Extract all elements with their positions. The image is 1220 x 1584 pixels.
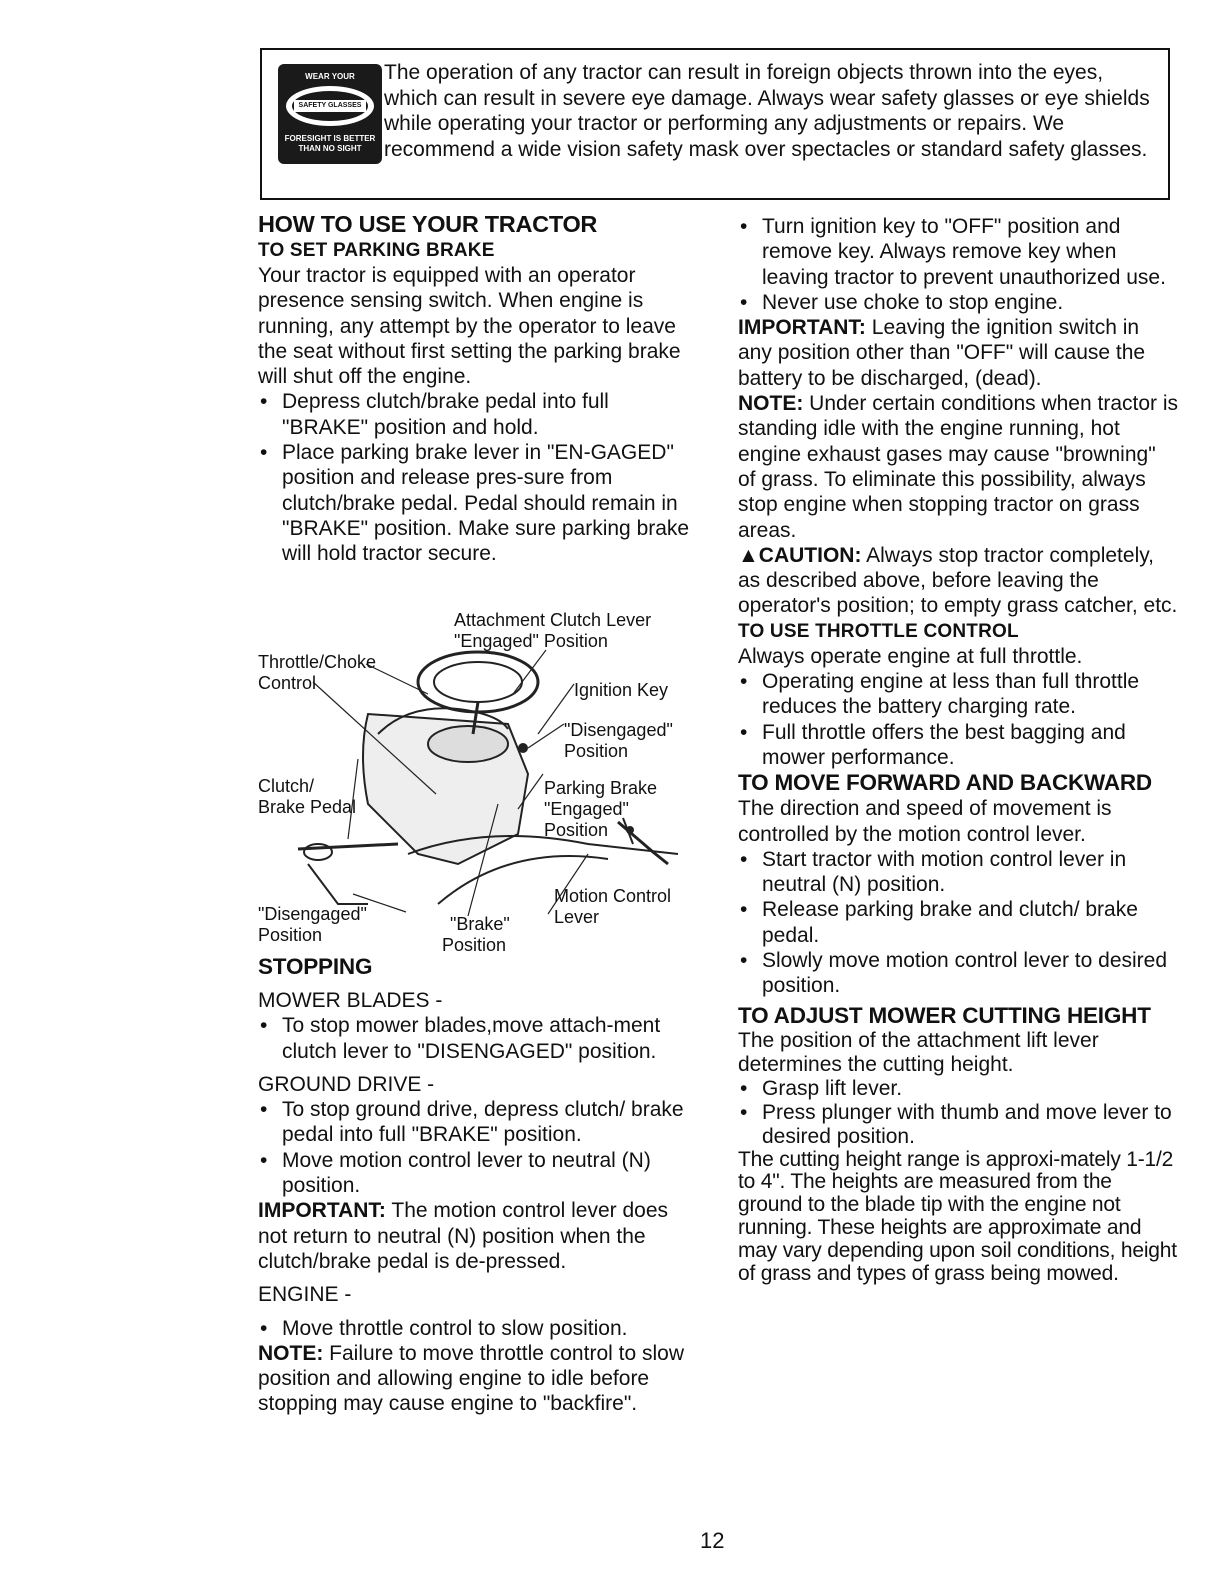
adjust-heading: TO ADJUST MOWER CUTTING HEIGHT bbox=[738, 1002, 1151, 1028]
throttle-intro: Always operate engine at full throttle. bbox=[738, 644, 1083, 668]
list-item: • Move throttle control to slow position. bbox=[258, 1316, 698, 1341]
engine-subheading: ENGINE - bbox=[258, 1283, 352, 1307]
left-column-lower bbox=[258, 954, 698, 1417]
important-note: IMPORTANT: The motion control lever does not return to neutral (N) position when the clutch/brake pedal is de-pressed. bbox=[258, 1199, 669, 1273]
parking-brake-label-2: "Engaged" bbox=[544, 799, 629, 819]
disengaged-left-label-2: Position bbox=[258, 925, 323, 945]
warning-triangle-icon: ▲ bbox=[738, 543, 759, 567]
caution-note: ▲CAUTION: Always stop tractor completely, as described above, before leaving the operator's position; to empty grass catcher, etc. bbox=[738, 543, 1178, 618]
ignition-key-label: Ignition Key bbox=[574, 680, 669, 700]
list-item: • Start tractor with motion control lever in neutral (N) position. bbox=[738, 847, 1178, 898]
list-item: • Never use choke to stop engine. bbox=[738, 290, 1178, 315]
attachment-clutch-label: Attachment Clutch Lever bbox=[454, 610, 652, 630]
parking-brake-heading: TO SET PARKING BRAKE bbox=[258, 240, 495, 261]
move-heading: TO MOVE FORWARD AND BACKWARD bbox=[738, 770, 1152, 796]
left-column bbox=[258, 210, 698, 567]
adjust-outro: The cutting height range is approxi-mately 1-1/2 to 4". The heights are measured from the ground to the blade tip with the engine not running. These heights are approximate and may vary depending upon soil conditions, height of grass and types of grass being mowed. bbox=[738, 1147, 1177, 1285]
clutch-label: Clutch/ bbox=[258, 776, 315, 796]
exhaust-note: NOTE: Under certain conditions when tractor is standing idle with the engine running, hot engine exhaust gases may cause "browning" of grass. To eliminate this possibility, always stop engine when stopping tractor on grass areas. bbox=[738, 392, 1179, 542]
brake-position-label: "Brake" bbox=[450, 914, 510, 934]
parking-brake-label: Parking Brake bbox=[544, 778, 658, 798]
brake-position-label-2: Position bbox=[442, 935, 507, 955]
safety-glasses-logo: WEAR YOUR SAFETY GLASSES FORESIGHT IS BETTER THAN NO SIGHT bbox=[278, 64, 382, 164]
move-intro: The direction and speed of movement is controlled by the motion control lever. bbox=[738, 797, 1112, 846]
list-item: • Grasp lift lever. bbox=[738, 1077, 1178, 1101]
stopping-heading: STOPPING bbox=[258, 954, 373, 979]
right-column bbox=[738, 214, 1178, 1285]
list-item: • Slowly move motion control lever to desired position. bbox=[738, 948, 1178, 999]
list-item: • Operating engine at less than full throttle reduces the battery charging rate. bbox=[738, 669, 1178, 720]
list-item: • Release parking brake and clutch/ brake pedal. bbox=[738, 897, 1178, 948]
adjust-intro: The position of the attachment lift lever determines the cutting height. bbox=[738, 1028, 1099, 1076]
mower-blades-subheading: MOWER BLADES - bbox=[258, 989, 443, 1012]
engine-note: NOTE: Failure to move throttle control to slow position and allowing engine to idle before stopping may cause engine to "backfire". bbox=[258, 1341, 684, 1416]
list-item: • Press plunger with thumb and move lever to desired position. bbox=[738, 1101, 1178, 1149]
list-item: • To stop mower blades,move attach-ment clutch lever to "DISENGAGED" position. bbox=[258, 1013, 698, 1064]
parking-brake-intro: Your tractor is equipped with an operator presence sensing switch. When engine is running, any attempt by the operator to leave the seat without first setting the parking brake will shut off the engine. bbox=[258, 264, 681, 389]
list-item: • Full throttle offers the best bagging and mower performance. bbox=[738, 720, 1178, 771]
list-item: • Move motion control lever to neutral (N) position. bbox=[258, 1148, 698, 1199]
section-heading: HOW TO USE YOUR TRACTOR bbox=[258, 211, 598, 237]
disengaged-right-label-2: Position bbox=[564, 741, 629, 761]
throttle-heading: TO USE THROTTLE CONTROL bbox=[738, 620, 1019, 642]
parking-brake-label-3: Position bbox=[544, 820, 609, 840]
throttle-label-2: Control bbox=[258, 673, 317, 693]
throttle-label: Throttle/Choke bbox=[258, 652, 377, 672]
clutch-label-2: Brake Pedal bbox=[258, 797, 357, 817]
motion-control-label: Motion Control bbox=[554, 886, 672, 906]
tractor-controls-figure bbox=[258, 604, 698, 954]
safety-warning-text: The operation of any tractor can result in foreign objects thrown into the eyes, which can result in severe eye damage. Always wear safety glasses or eye shields while operating your tractor or performing any adjustments or repairs. We recommend a wide vision safety mask over spectacles or standard safety glasses. bbox=[384, 61, 1150, 161]
disengaged-left-label: "Disengaged" bbox=[258, 904, 367, 924]
page-number: 12 bbox=[700, 1528, 725, 1553]
attachment-engaged-label: "Engaged" Position bbox=[454, 631, 608, 651]
list-item: • Turn ignition key to "OFF" position and remove key. Always remove key when leaving tractor to prevent unauthorized use. bbox=[738, 214, 1178, 290]
list-item: • Depress clutch/brake pedal into full "BRAKE" position and hold. bbox=[258, 389, 698, 440]
safety-warning-box bbox=[260, 48, 1170, 200]
important-note: IMPORTANT: Leaving the ignition switch in any position other than "OFF" will cause the battery to be discharged, (dead). bbox=[738, 316, 1146, 390]
disengaged-right-label: "Disengaged" bbox=[564, 720, 673, 740]
list-item: • To stop ground drive, depress clutch/ brake pedal into full "BRAKE" position. bbox=[258, 1097, 698, 1148]
ground-drive-subheading: GROUND DRIVE - bbox=[258, 1072, 435, 1096]
list-item: • Place parking brake lever in "EN-GAGED" position and release pres-sure from clutch/brake pedal. Pedal should remain in "BRAKE" position. Make sure parking brake will hold tractor secure. bbox=[258, 440, 698, 566]
motion-control-label-2: Lever bbox=[554, 907, 600, 927]
